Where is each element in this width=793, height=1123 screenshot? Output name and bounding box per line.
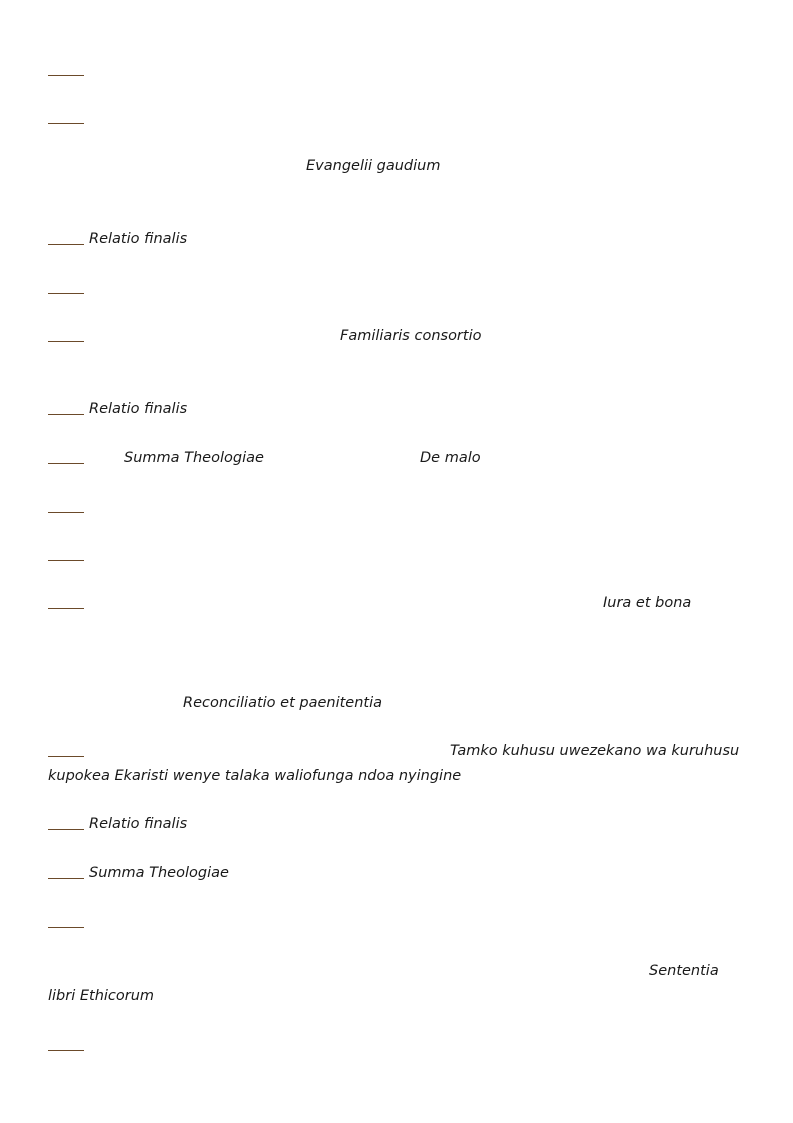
italic-title: Relatio finalis	[89, 231, 188, 247]
footnote-entry	[48, 545, 748, 565]
footnote-rule	[48, 414, 84, 415]
footnote-rule	[48, 1050, 84, 1051]
italic-title: kupokea Ekaristi wenye talaka waliofunga ndoa nyingine	[48, 768, 462, 784]
italic-title: Reconciliatio et paenitentia	[183, 695, 383, 711]
footnote-rule	[48, 512, 84, 513]
footnote-entry	[48, 741, 748, 761]
footnote-entry	[48, 693, 748, 713]
footnote-entry	[48, 60, 748, 80]
footnote-entry	[48, 156, 748, 176]
footnote-entry	[48, 326, 748, 346]
footnote-entry	[48, 229, 748, 249]
footnote-entry-continuation	[48, 986, 748, 1006]
footnote-entry	[48, 448, 748, 468]
italic-title: Relatio finalis	[89, 816, 188, 832]
italic-title: Familiaris consortio	[340, 328, 482, 344]
footnote-rule	[48, 123, 84, 124]
footnote-entry	[48, 912, 748, 932]
footnote-entry	[48, 497, 748, 517]
italic-title: Iura et bona	[603, 595, 692, 611]
footnote-rule	[48, 608, 84, 609]
footnote-rule	[48, 341, 84, 342]
footnote-entry-continuation	[48, 766, 748, 786]
footnote-entry	[48, 814, 748, 834]
footnote-rule	[48, 75, 84, 76]
footnote-entry	[48, 278, 748, 298]
italic-title: Relatio finalis	[89, 401, 188, 417]
footnote-rule	[48, 560, 84, 561]
italic-title: Tamko kuhusu uwezekano wa kuruhusu	[450, 743, 740, 759]
footnote-rule	[48, 878, 84, 879]
footnote-entry	[48, 1035, 748, 1055]
italic-title: Sententia	[649, 963, 719, 979]
footnote-entry	[48, 108, 748, 128]
italic-title: libri Ethicorum	[48, 988, 155, 1004]
footnote-entry	[48, 399, 748, 419]
footnote-entry	[48, 863, 748, 883]
footnote-rule	[48, 927, 84, 928]
footnote-rule	[48, 463, 84, 464]
footnote-entry	[48, 593, 748, 613]
footnote-rule	[48, 829, 84, 830]
footnote-entry	[48, 961, 748, 981]
italic-title: Summa Theologiae	[89, 865, 229, 881]
italic-title: De malo	[420, 450, 481, 466]
italic-title: Evangelii gaudium	[306, 158, 441, 174]
italic-title: Summa Theologiae	[124, 450, 264, 466]
footnote-rule	[48, 244, 84, 245]
footnote-rule	[48, 756, 84, 757]
footnote-rule	[48, 293, 84, 294]
